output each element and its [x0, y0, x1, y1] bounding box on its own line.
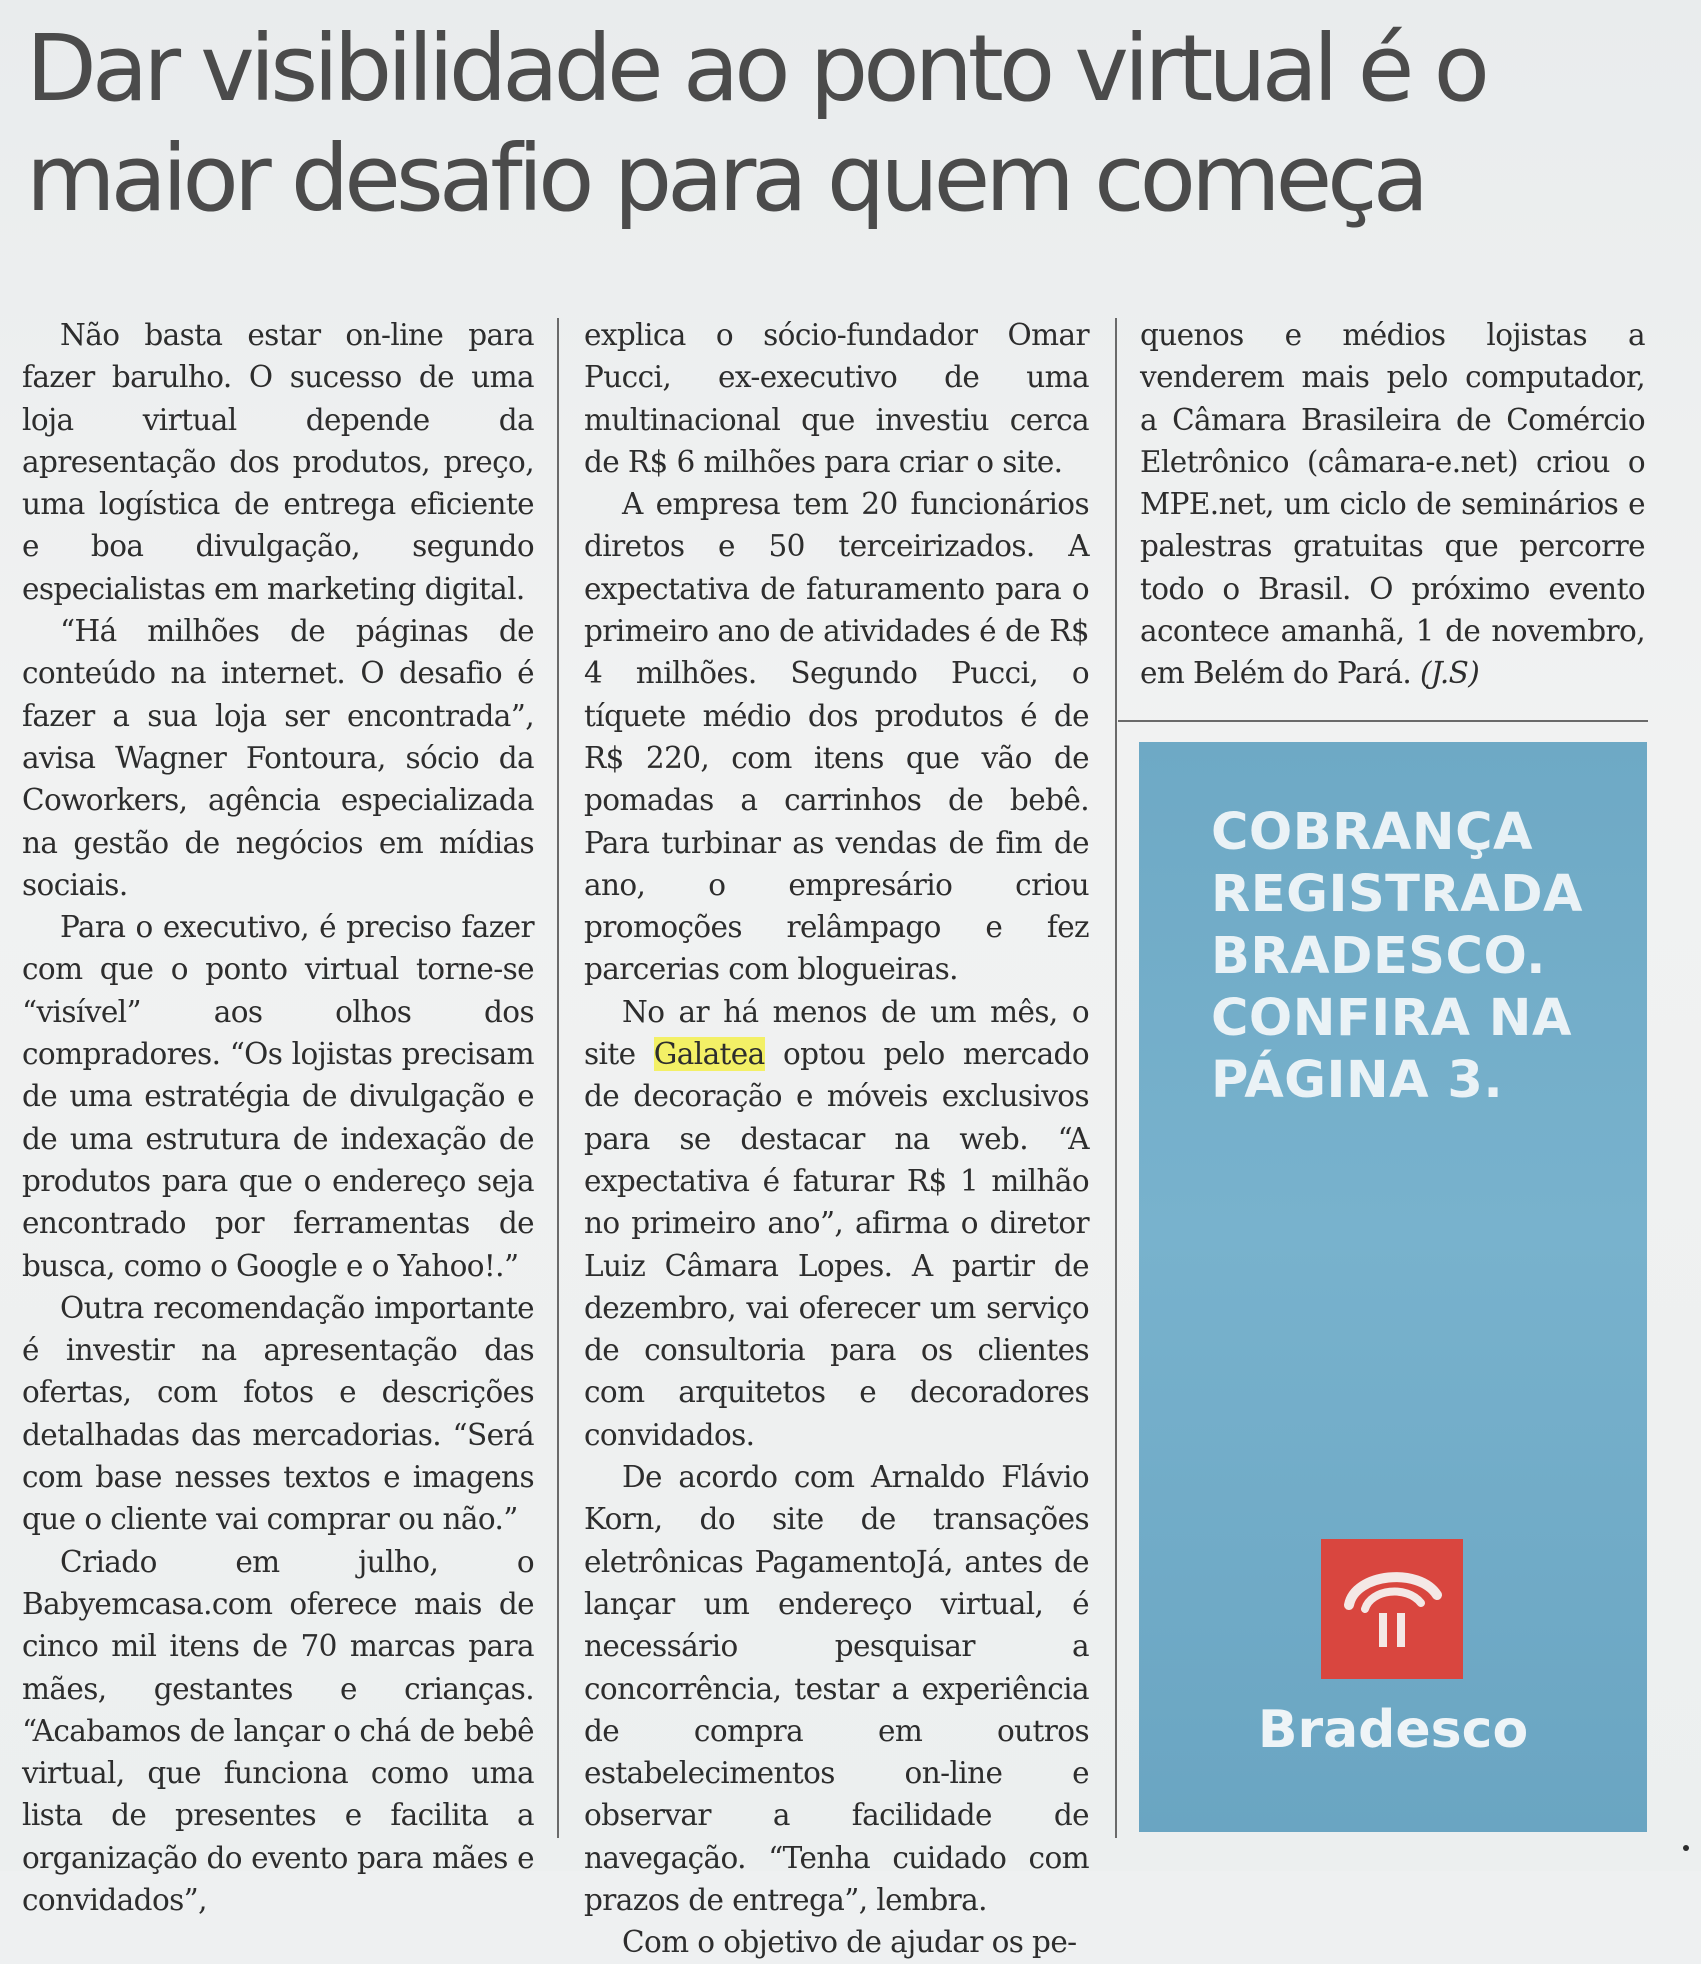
column-divider — [557, 318, 559, 1838]
article-column-2 — [584, 314, 1089, 1964]
headline-line-1: Dar visibilidade ao ponto virtual é o — [26, 15, 1485, 122]
bradesco-tree-icon — [1321, 1539, 1463, 1679]
ad-line: CONFIRA NA — [1211, 989, 1572, 1048]
brand-name: Bradesco — [1257, 1700, 1529, 1760]
end-dot — [1683, 1845, 1689, 1851]
column-divider — [1115, 318, 1117, 1838]
paragraph: Com o objetivo de ajudar os pe- — [622, 1925, 1077, 1960]
bradesco-advertisement — [1139, 742, 1647, 1832]
paragraph: De acordo com Arnaldo Flávio Korn, do site de transações eletrônicas PagamentoJá, antes de lançar um endereço virtual, é necessário pesquisar a concorrência, testar a experiência de compra em outros estabelecimentos on-line e observar a facilidade de navegação. “Tenha cuidado com prazos de entrega”, lembra. — [584, 1460, 1089, 1917]
ad-headline — [1211, 802, 1631, 1112]
paragraph: “Há milhões de páginas de conteúdo na internet. O desafio é fazer a sua loja ser encontrada”, avisa Wagner Fontoura, sócio da Coworkers, agência especializada na gestão de negócios em mídias sociais. — [22, 614, 534, 902]
bradesco-logo — [1321, 1539, 1463, 1679]
article-column-1 — [22, 314, 534, 1921]
ad-top-rule — [1118, 720, 1648, 722]
paragraph: Criado em julho, o Babyemcasa.com oferece mais de cinco mil itens de 70 marcas para mães, gestantes e crianças. “Acabamos de lançar o chá de bebê virtual, que funciona como uma lista de presentes e facilita a organização do evento para mães e convidados”, — [22, 1544, 534, 1917]
text-run: quenos e médios lojistas a venderem mais pelo computador, a Câmara Brasileira de Comércio Eletrônico (câmara-e.net) criou o MPE.net, um ciclo de seminários e palestras gratuitas que percorre todo o Brasil. O próximo evento acontece amanhã, 1 de novembro, em Belém do Pará. — [1140, 318, 1645, 691]
text-run: optou pelo mercado de decoração e móveis exclusivos para se destacar na web. “A expectativa é faturar R$ 1 milhão no primeiro ano”, afirma o diretor Luiz Câmara Lopes. A partir de dezembro, vai oferecer um serviço de consultoria para os clientes com arquitetos e decoradores convidados. — [584, 1037, 1089, 1452]
highlighted-text: Galatea — [653, 1037, 765, 1072]
paragraph — [1140, 314, 1645, 695]
article-headline — [26, 14, 1666, 234]
ad-line: PÁGINA 3. — [1211, 1051, 1504, 1110]
paragraph: Outra recomendação importante é investir na apresentação das ofertas, com fotos e descrições detalhadas das mercadorias. “Será com base nesses textos e imagens que o cliente vai comprar ou não.” — [22, 1290, 534, 1537]
paragraph: A empresa tem 20 funcionários diretos e 50 terceirizados. A expectativa de faturamento para o primeiro ano de atividades é de R$ 4 milhões. Segundo Pucci, o tíquete médio dos produtos é de R$ 220, com itens que vão de pomadas a carrinhos de bebê. Para turbinar as vendas de fim de ano, o empresário criou promoções relâmpago e fez parcerias com blogueiras. — [584, 487, 1089, 987]
ad-line: BRADESCO. — [1211, 927, 1547, 986]
ad-line: COBRANÇA — [1211, 803, 1533, 862]
ad-line: REGISTRADA — [1211, 865, 1584, 924]
paragraph: Para o executivo, é preciso fazer com que o ponto virtual torne-se “visível” aos olhos dos compradores. “Os lojistas precisam de uma estratégia de divulgação e de uma estrutura de indexação de produtos para que o endereço seja encontrado por ferramentas de busca, como o Google e o Yahoo!.” — [22, 910, 534, 1283]
paragraph: explica o sócio-fundador Omar Pucci, ex-executivo de uma multinacional que investiu cerca de R$ 6 milhões para criar o site. — [584, 318, 1089, 479]
text-run: No ar há menos de um mês, o site — [584, 994, 1089, 1072]
byline: (J.S) — [1419, 656, 1480, 691]
headline-line-2: maior desafio para quem começa — [26, 125, 1425, 232]
paragraph: Não basta estar on-line para fazer barulho. O sucesso de uma loja virtual depende da apresentação dos produtos, preço, uma logística de entrega eficiente e boa divulgação, segundo especialistas em marketing digital. — [22, 318, 534, 606]
paragraph — [584, 991, 1089, 1456]
article-column-3 — [1140, 314, 1645, 695]
